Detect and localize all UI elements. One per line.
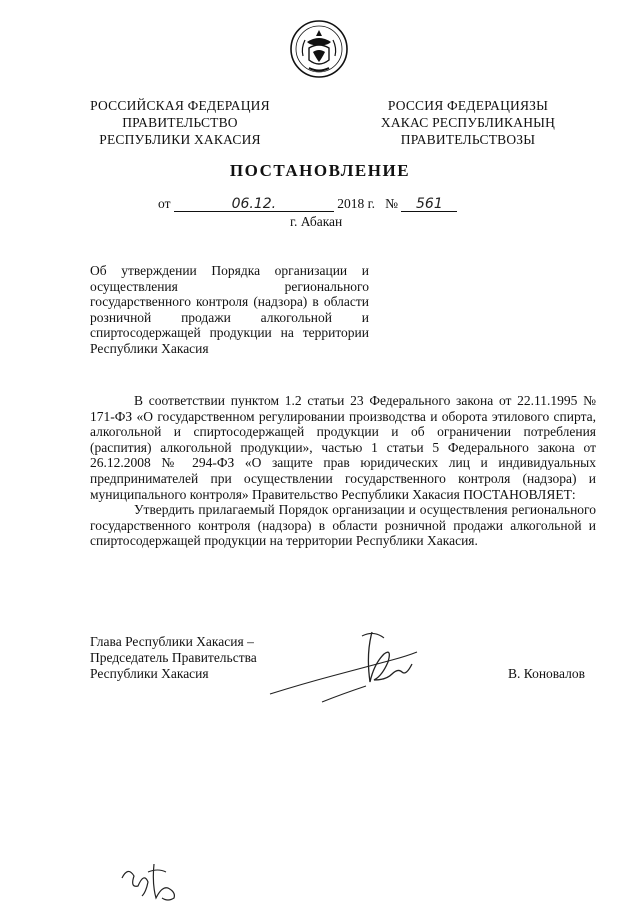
- place-label: г. Абакан: [290, 214, 343, 229]
- body-paragraph: Утвердить прилагаемый Порядок организации и осуществления регионального государственного контроля (надзора) в области розничной продажи алкогольной и спиртосодержащей продукции на территории Республики Хакасия.: [90, 502, 596, 549]
- coat-of-arms-emblem: [289, 18, 349, 80]
- header-right-line: РОССИЯ ФЕДЕРАЦИЯЗЫ: [387, 98, 549, 113]
- from-label: от: [158, 196, 171, 211]
- position-line: Республики Хакасия: [90, 666, 209, 681]
- date-number-line: [158, 196, 457, 212]
- handwritten-initials-mark: [118, 858, 188, 902]
- number-field: 561: [401, 196, 457, 212]
- year-label: 2018 г.: [337, 196, 375, 211]
- header-left-line: РОССИЙСКАЯ ФЕДЕРАЦИЯ: [90, 98, 270, 113]
- date-field: 06.12.: [174, 196, 334, 212]
- document-subject: Об утверждении Порядка организации и осуществления регионального государственного контроля (надзора) в области розничной продажи алкогольной и спиртосодержащей продукции на территории Республики Хакасия: [90, 263, 369, 356]
- signatory-name: В. Коновалов: [508, 666, 585, 681]
- header-right-line: ХАКАС РЕСПУБЛИКАНЫҢ: [380, 115, 556, 130]
- document-title: ПОСТАНОВЛЕНИЕ: [229, 161, 411, 180]
- document-body: [90, 393, 596, 549]
- header-right-line: ПРАВИТЕЛЬСТВОЗЫ: [400, 132, 536, 147]
- header-left: [82, 97, 278, 148]
- body-paragraph: В соответствии пунктом 1.2 статьи 23 Федерального закона от 22.11.1995 № 171-ФЗ «О государственном регулировании производства и оборота этилового спирта, алкогольной и спиртосодержащей продукции и об ограничении потребления (распития) алкогольной продукции», частью 1 статьи 5 Федерального закона от 26.12.2008 № 294-ФЗ «О защите прав юридических лиц и индивидуальных предпринимателей при осуществлении государственного контроля (надзора) и муниципального контроля» Правительство Республики Хакасия ПОСТАНОВЛЯЕТ:: [90, 393, 596, 502]
- header-right: [368, 97, 568, 148]
- header-left-line: ПРАВИТЕЛЬСТВО: [122, 115, 238, 130]
- handwritten-signature: [262, 624, 422, 714]
- number-label: №: [385, 196, 399, 211]
- header-left-line: РЕСПУБЛИКИ ХАКАСИЯ: [99, 132, 261, 147]
- position-line: Председатель Правительства: [90, 650, 257, 665]
- position-line: Глава Республики Хакасия –: [90, 634, 254, 649]
- signatory-position: [90, 634, 257, 682]
